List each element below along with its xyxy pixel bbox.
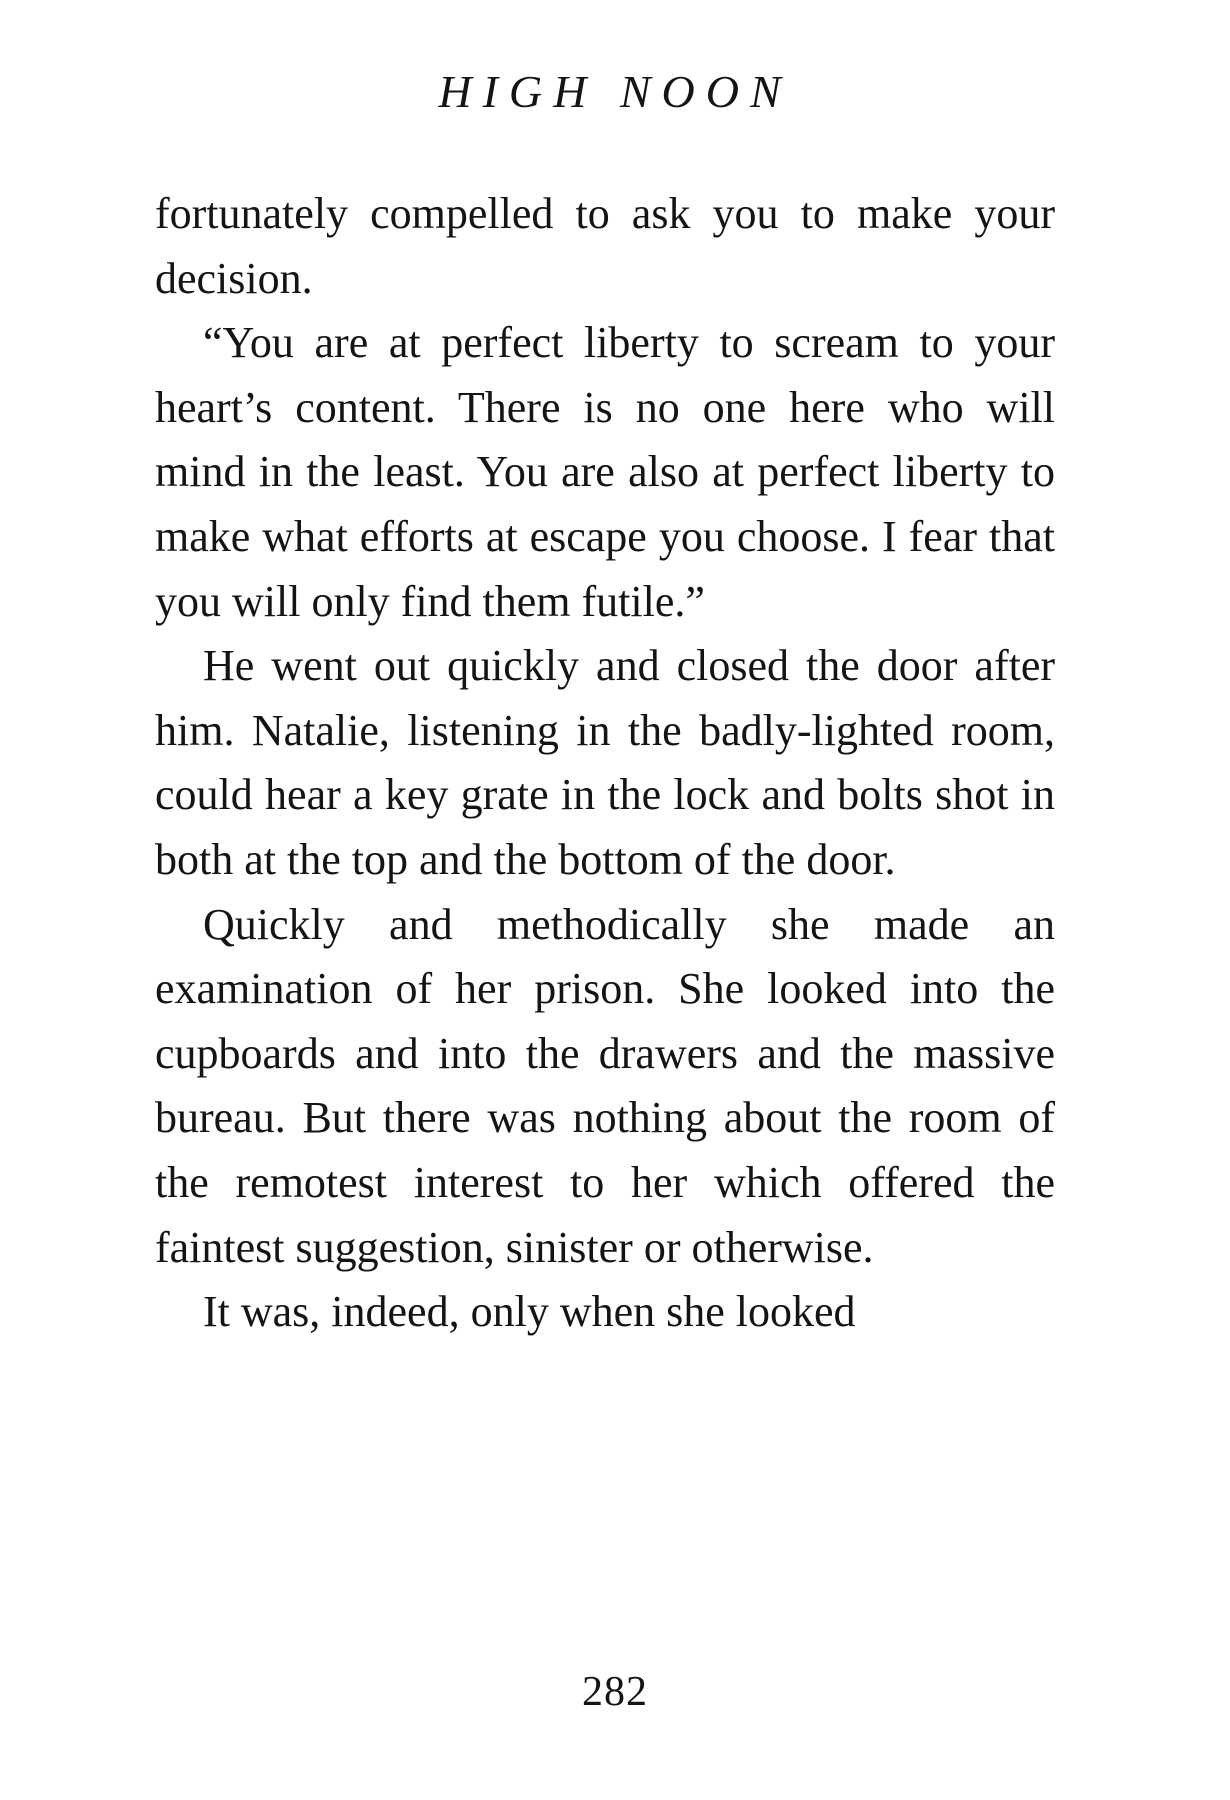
page-number: 282 (582, 1669, 648, 1715)
running-head: HIGH NOON (438, 66, 792, 117)
paragraph-examination: Quickly and methodically she made an examination of her prison. She looked into the cupboards and into the drawers and the massive bureau. But there was nothing about the room of the remotest interest to her which offered the faintest suggestion, sinister or otherwise. (155, 899, 1055, 1272)
paragraph-final-line: It was, indeed, only when she looked (203, 1287, 856, 1337)
paragraph-dialogue: “You are at perfect liberty to scream to your heart’s content. There is no one here who will mind in the least. You are also at perfect liberty to make what efforts at escape you choose. I fear that you will only find them futile.” (155, 318, 1055, 626)
paragraph-door-locked: He went out quickly and closed the door after him. Natalie, listening in the badly-lighted room, could hear a key grate in the lock and bolts shot in both at the top and the bottom of the door. (155, 641, 1055, 884)
body-text (155, 182, 1055, 1345)
paragraph-continuation: fortunately compelled to ask you to make your decision. (155, 189, 1055, 303)
